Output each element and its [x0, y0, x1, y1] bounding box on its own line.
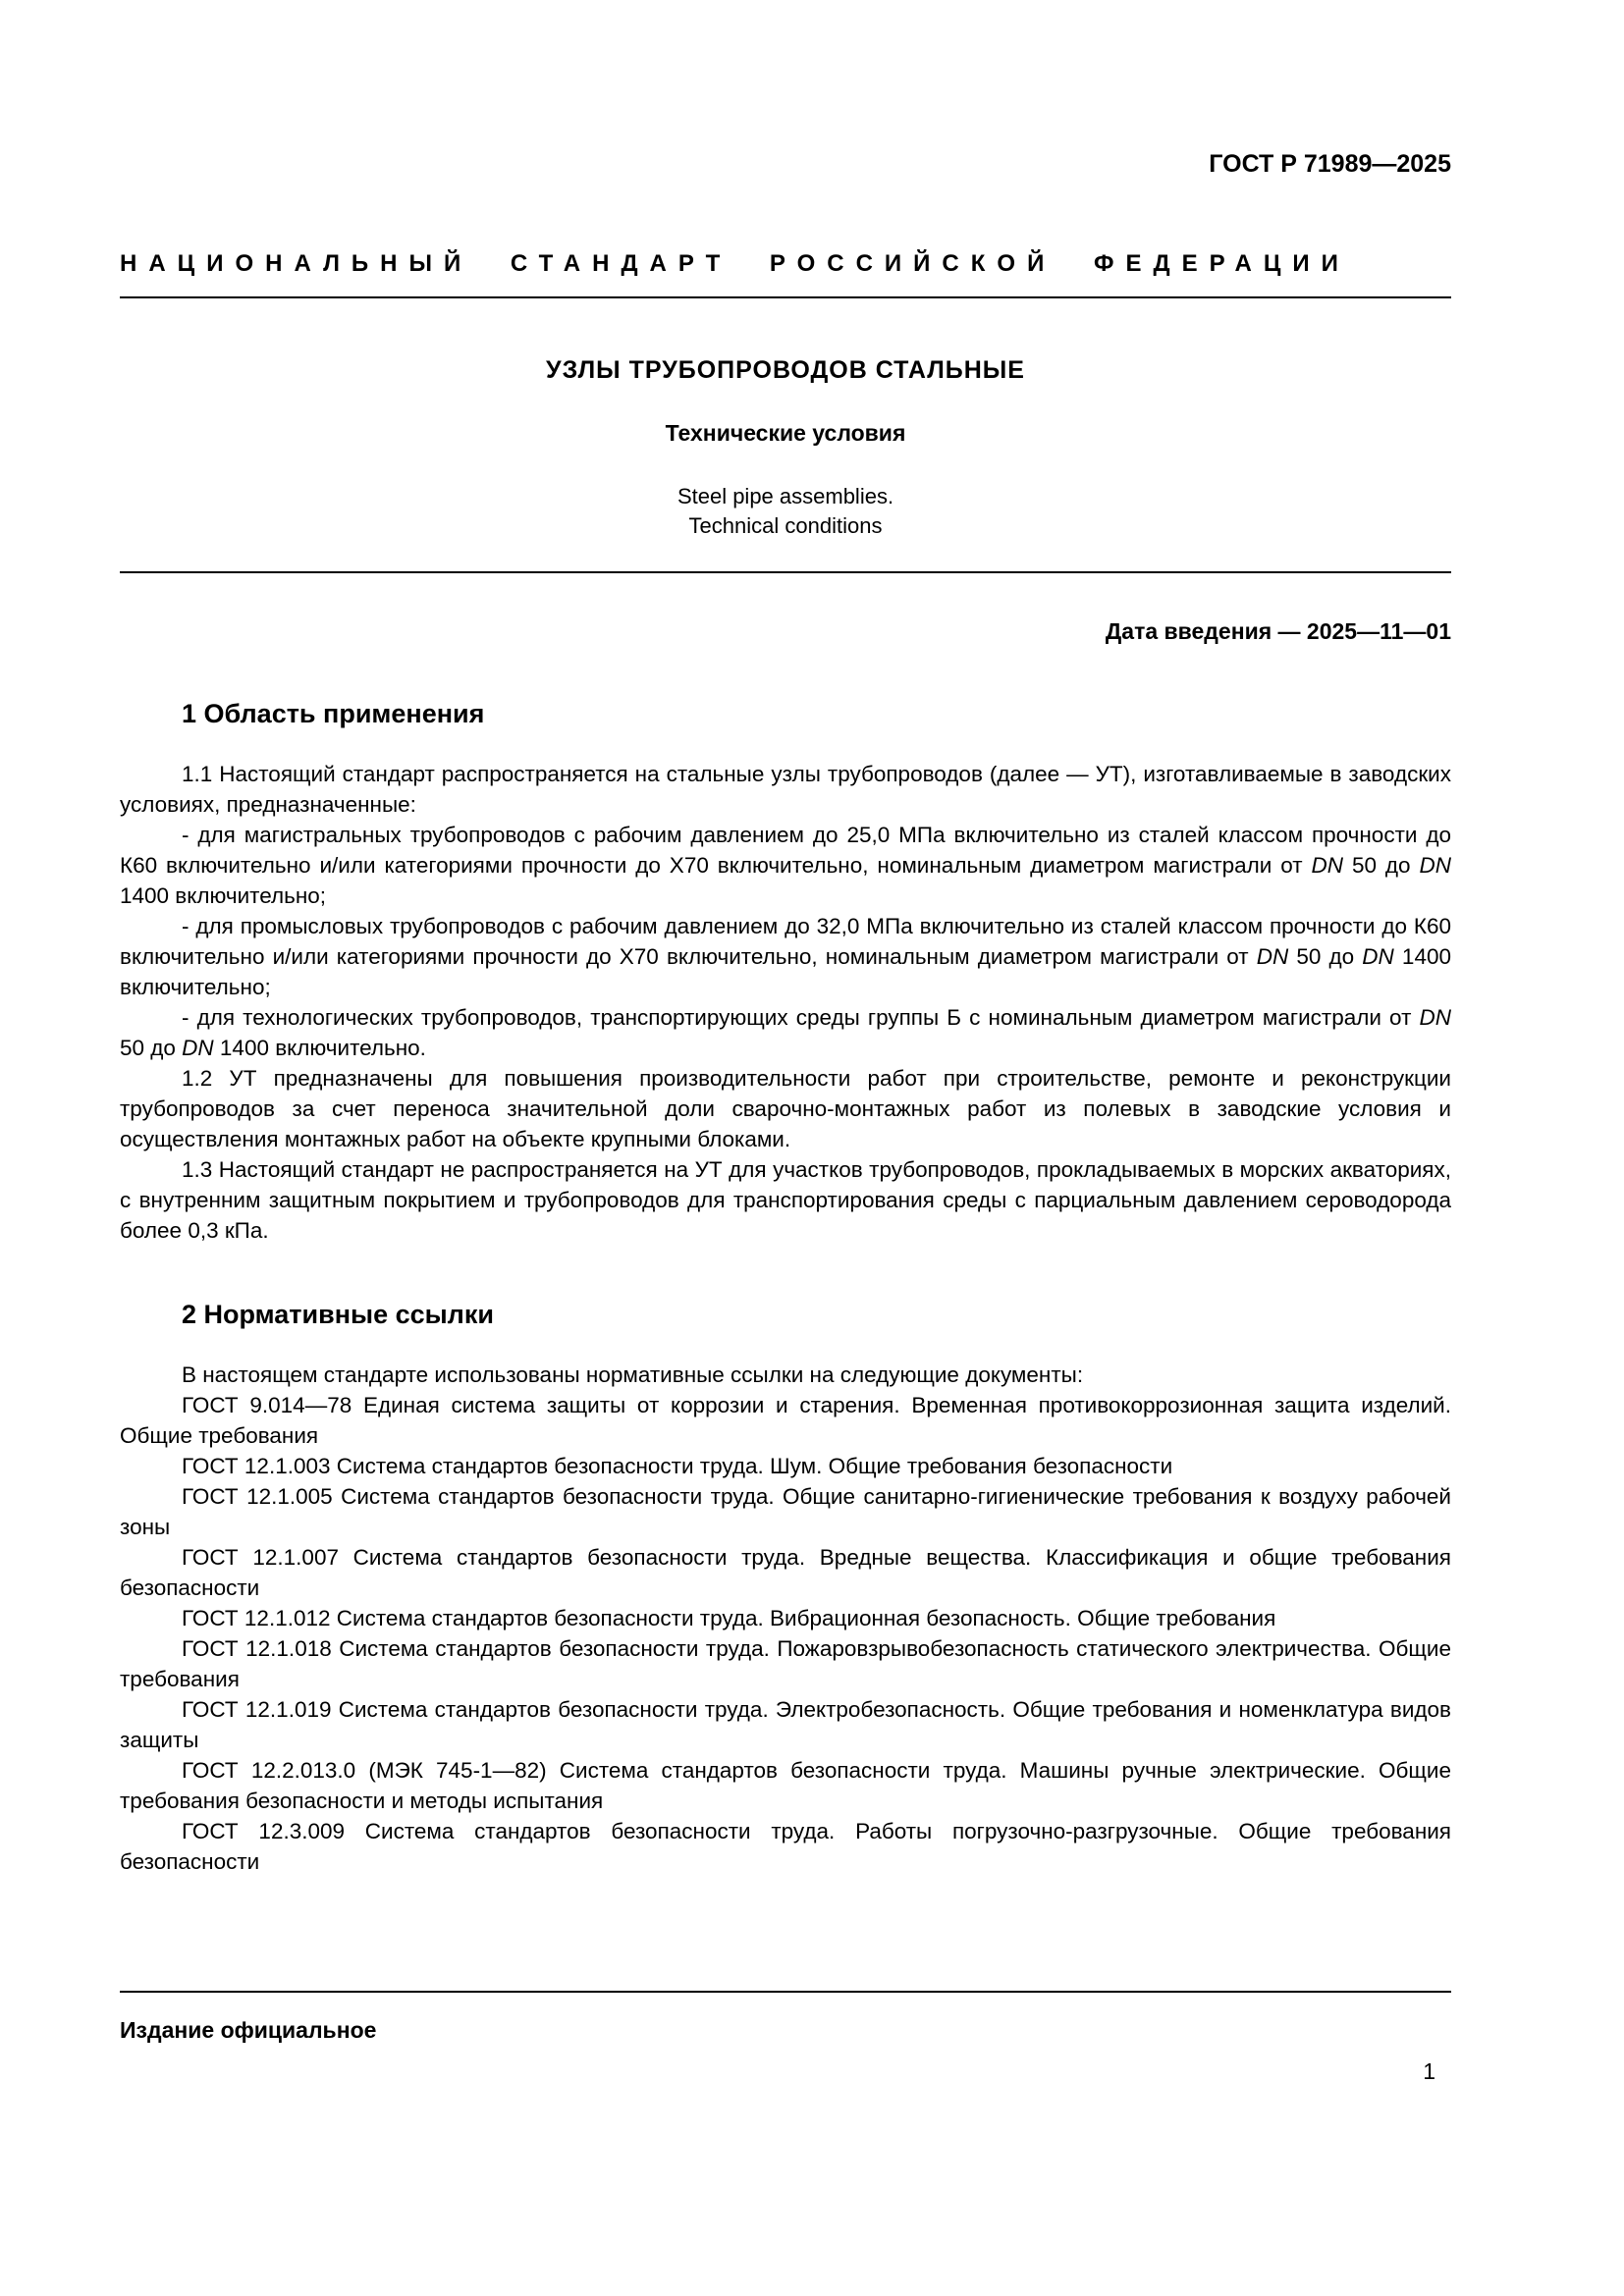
page-number: 1 [1423, 2058, 1435, 2084]
paragraph-text: 1.1 Настоящий стандарт распространяется на стальные узлы трубопроводов (далее — УТ), изготавливаемые в заводских условиях, предназначенные: [120, 762, 1451, 817]
document-subtitle: Технические условия [665, 420, 906, 446]
paragraph-text: 1400 включительно; [120, 944, 1451, 999]
paragraph-text-italic: DN [1419, 1005, 1451, 1030]
document-title: УЗЛЫ ТРУБОПРОВОДОВ СТАЛЬНЫЕ [546, 356, 1025, 384]
paragraph [120, 1063, 1451, 1154]
paragraph-text: - для технологических трубопроводов, транспортирующих среды группы Б с номинальным диаметром магистрали от [182, 1005, 1420, 1030]
paragraph-text: ГОСТ 12.1.019 Система стандартов безопасности труда. Электробезопасность. Общие требования и номенклатура видов защиты [120, 1697, 1451, 1752]
standard-banner: НАЦИОНАЛЬНЫЙ СТАНДАРТ РОССИЙСКОЙ ФЕДЕРАЦИИ [120, 250, 1350, 277]
paragraph-text: ГОСТ 9.014—78 Единая система защиты от коррозии и старения. Временная противокоррозионная защита изделий. Общие требования [120, 1393, 1451, 1448]
paragraph-text-italic: DN [1311, 853, 1344, 878]
paragraph-text-italic: DN [182, 1036, 214, 1060]
paragraph-text-italic: DN [1362, 944, 1394, 969]
paragraph-text: ГОСТ 12.2.013.0 (МЭК 745-1—82) Система стандартов безопасности труда. Машины ручные электрические. Общие требования безопасности и методы испытания [120, 1758, 1451, 1813]
paragraph-text: В настоящем стандарте использованы нормативные ссылки на следующие документы: [182, 1362, 1084, 1387]
page-footer [120, 1991, 1451, 2085]
paragraph-text: ГОСТ 12.1.018 Система стандартов безопасности труда. Пожаровзрывобезопасность статического электричества. Общие требования [120, 1636, 1451, 1691]
paragraph [120, 911, 1451, 1002]
edition-note: Издание официальное [120, 2017, 377, 2043]
paragraph-text: 1.2 УТ предназначены для повышения производительности работ при строительстве, ремонте и реконструкции трубопроводов за счет переноса значительной доли сварочно-монтажных работ из полевых в заводские условия и осуществления монтажных работ на объекте крупными блоками. [120, 1066, 1451, 1151]
paragraph-text: - для промысловых трубопроводов с рабочим давлением до 32,0 МПа включительно из сталей классом прочности до К60 включительно и/или категориями прочности до Х70 включительно, номинальным диаметром магистрали от [120, 914, 1451, 969]
paragraph [120, 759, 1451, 820]
paragraph-text-italic: DN [1419, 853, 1451, 878]
paragraph [120, 1360, 1451, 1390]
title-en-line-2: Technical conditions [688, 513, 883, 538]
paragraph-text: ГОСТ 12.1.007 Система стандартов безопасности труда. Вредные вещества. Классификация и общие требования безопасности [120, 1545, 1451, 1600]
paragraph-text: 50 до [120, 1036, 183, 1060]
paragraph [120, 1755, 1451, 1816]
paragraph-text-italic: DN [1256, 944, 1289, 969]
paragraph-text: ГОСТ 12.1.005 Система стандартов безопасности труда. Общие санитарно-гигиенические требования к воздуху рабочей зоны [120, 1484, 1451, 1539]
document-title-english [120, 482, 1451, 541]
paragraph-text: ГОСТ 12.1.003 Система стандартов безопасности труда. Шум. Общие требования безопасности [182, 1454, 1173, 1478]
title-rule [120, 571, 1451, 573]
paragraph [120, 1451, 1451, 1481]
paragraph-text: ГОСТ 12.1.012 Система стандартов безопасности труда. Вибрационная безопасность. Общие требования [182, 1606, 1276, 1630]
effective-date: Дата введения — 2025—11—01 [1105, 618, 1451, 644]
doc-code: ГОСТ Р 71989—2025 [1209, 150, 1451, 178]
document-body [120, 698, 1451, 1877]
section-heading: 2 Нормативные ссылки [182, 1300, 494, 1329]
paragraph-text: 1400 включительно; [120, 883, 327, 908]
banner-rule [120, 296, 1451, 298]
paragraph [120, 1390, 1451, 1451]
paragraph-text: 50 до [1288, 944, 1363, 969]
paragraph [120, 820, 1451, 911]
paragraph [120, 1154, 1451, 1246]
paragraph-text: ГОСТ 12.3.009 Система стандартов безопасности труда. Работы погрузочно-разгрузочные. Общие требования безопасности [120, 1819, 1451, 1874]
paragraph [120, 1542, 1451, 1603]
paragraph [120, 1633, 1451, 1694]
paragraph-text: - для магистральных трубопроводов с рабочим давлением до 25,0 МПа включительно из сталей классом прочности до К60 включительно и/или категориями прочности до Х70 включительно, номинальным диаметром магистрали от [120, 823, 1451, 878]
paragraph-text: 1400 включительно. [213, 1036, 426, 1060]
paragraph [120, 1481, 1451, 1542]
footer-rule [120, 1991, 1451, 1993]
paragraph [120, 1816, 1451, 1877]
paragraph-text: 1.3 Настоящий стандарт не распространяется на УТ для участков трубопроводов, прокладываемых в морских акваториях, с внутренним защитным покрытием и трубопроводов для транспортирования среды с парциальным давлением сероводорода более 0,3 кПа. [120, 1157, 1451, 1243]
paragraph-text: 50 до [1343, 853, 1420, 878]
section-heading: 1 Область применения [182, 699, 485, 728]
paragraph [120, 1002, 1451, 1063]
title-en-line-1: Steel pipe assemblies. [677, 484, 894, 508]
paragraph [120, 1603, 1451, 1633]
paragraph [120, 1694, 1451, 1755]
